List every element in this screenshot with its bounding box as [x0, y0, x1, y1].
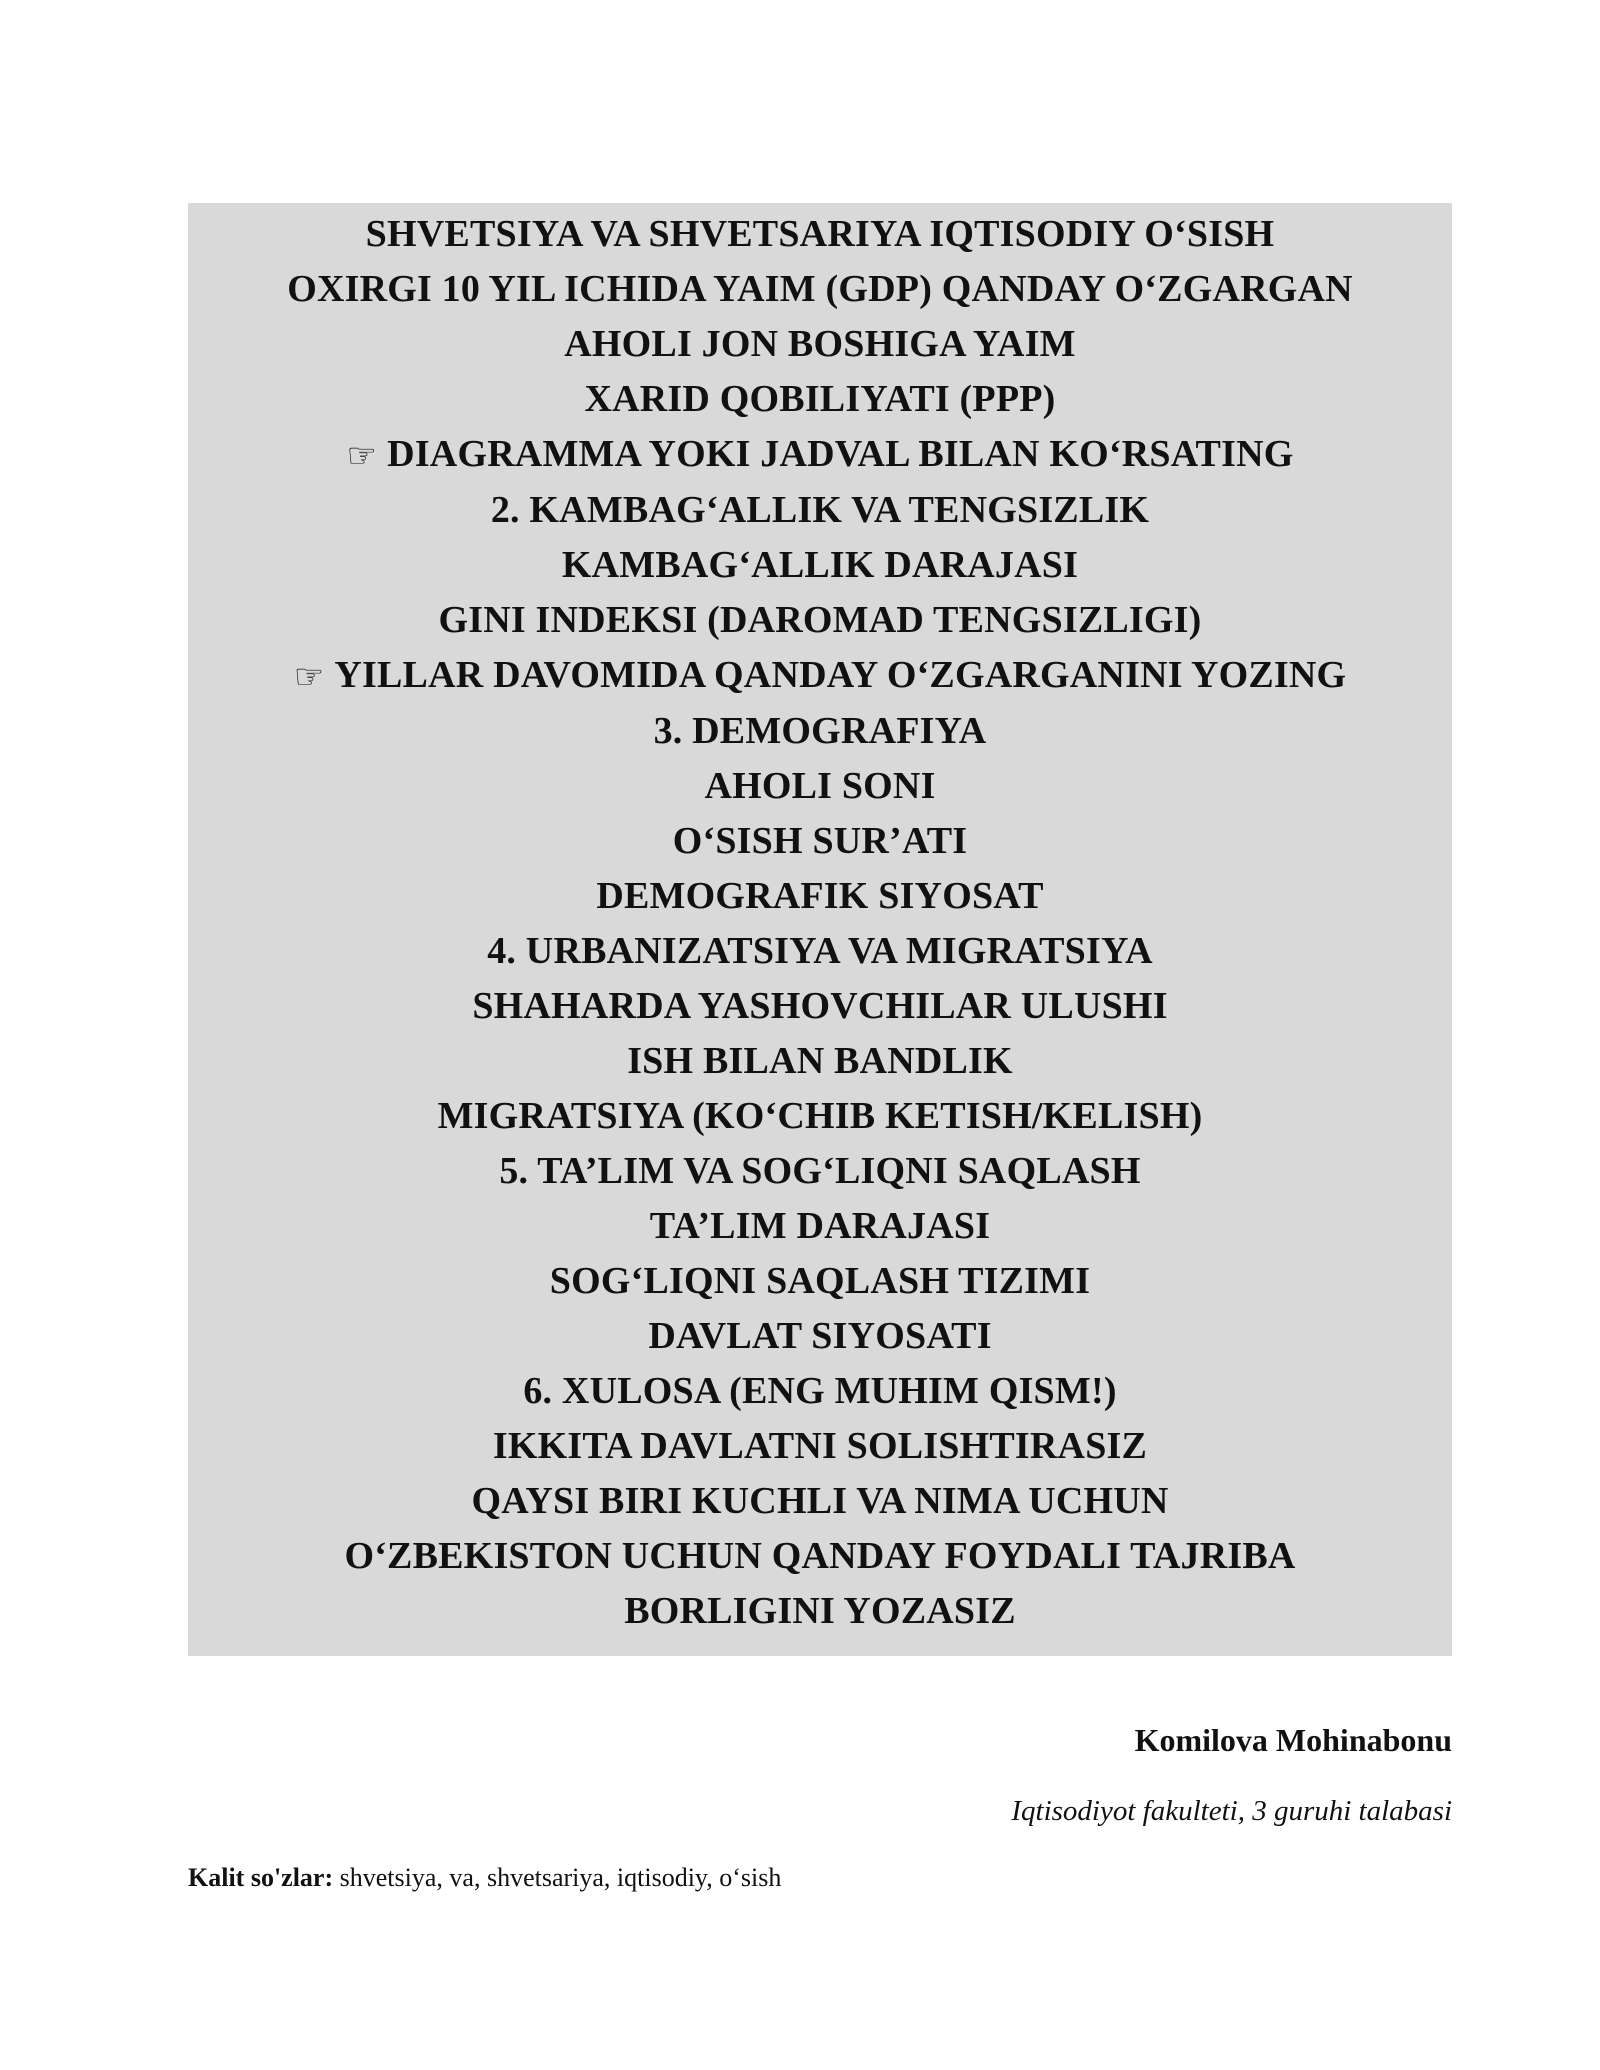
- keywords-value: shvetsiya, va, shvetsariya, iqtisodiy, o‘sish: [333, 1863, 782, 1892]
- title-line: [188, 1309, 1452, 1364]
- title-line: [188, 538, 1452, 593]
- title-line-text: 5. TA’LIM VA SOG‘LIQNI SAQLASH: [499, 1150, 1141, 1192]
- title-line: [188, 1089, 1452, 1144]
- title-line: [188, 1474, 1452, 1529]
- title-line-text: O‘SISH SUR’ATI: [672, 820, 968, 862]
- title-line: [188, 1364, 1452, 1419]
- title-line-text: GINI INDEKSI (DAROMAD TENGSIZLIGI): [438, 599, 1202, 641]
- title-line-text: QAYSI BIRI KUCHLI VA NIMA UCHUN: [471, 1480, 1169, 1522]
- title-line: [188, 1254, 1452, 1309]
- title-line-text: O‘ZBEKISTON UCHUN QANDAY FOYDALI TAJRIBA: [344, 1535, 1296, 1577]
- title-line-text: YILLAR DAVOMIDA QANDAY O‘ZGARGANINI YOZING: [334, 654, 1347, 696]
- title-line-text: 3. DEMOGRAFIYA: [653, 710, 987, 752]
- title-line-text: IKKITA DAVLATNI SOLISHTIRASIZ: [492, 1425, 1148, 1467]
- title-line: [188, 372, 1452, 427]
- title-line: [188, 924, 1452, 979]
- pointing-hand-icon: ☞: [293, 657, 325, 697]
- title-line: [188, 317, 1452, 372]
- title-line: [188, 1584, 1452, 1639]
- title-line: [188, 759, 1452, 814]
- title-line-text: 4. URBANIZATSIYA VA MIGRATSIYA: [487, 930, 1153, 972]
- title-line-text: ISH BILAN BANDLIK: [627, 1040, 1013, 1082]
- title-line: [188, 704, 1452, 759]
- author-affiliation: Iqtisodiyot fakulteti, 3 guruhi talabasi: [1011, 1795, 1452, 1827]
- title-line: [188, 207, 1452, 262]
- title-line-text: AHOLI JON BOSHIGA YAIM: [564, 323, 1076, 365]
- title-line-text: DEMOGRAFIK SIYOSAT: [596, 875, 1044, 917]
- title-line: [188, 979, 1452, 1034]
- title-line: [188, 1144, 1452, 1199]
- title-line-text: SHVETSIYA VA SHVETSARIYA IQTISODIY O‘SISH: [365, 213, 1275, 255]
- title-line: [188, 593, 1452, 648]
- title-line-text: SHAHARDA YASHOVCHILAR ULUSHI: [472, 985, 1168, 1027]
- title-line-text: AHOLI SONI: [704, 765, 936, 807]
- author-name: Komilova Mohinabonu: [1134, 1722, 1452, 1758]
- pointing-hand-icon: ☞: [346, 436, 378, 476]
- title-line: [188, 869, 1452, 924]
- title-line: [188, 1199, 1452, 1254]
- title-line: [188, 427, 1452, 483]
- title-line-text: XARID QOBILIYATI (PPP): [584, 378, 1056, 420]
- title-line: [188, 1529, 1452, 1584]
- title-line: [188, 483, 1452, 538]
- title-line: [188, 648, 1452, 704]
- title-line-text: DAVLAT SIYOSATI: [648, 1315, 992, 1357]
- title-line-text: BORLIGINI YOZASIZ: [624, 1590, 1016, 1632]
- keywords-label: Kalit so'zlar:: [188, 1863, 334, 1892]
- title-line-text: OXIRGI 10 YIL ICHIDA YAIM (GDP) QANDAY O‘ZGARGAN: [287, 268, 1353, 310]
- title-line-text: SOG‘LIQNI SAQLASH TIZIMI: [549, 1260, 1091, 1302]
- title-line-text: KAMBAG‘ALLIK DARAJASI: [561, 544, 1079, 586]
- title-line: [188, 262, 1452, 317]
- title-line-text: 6. XULOSA (ENG MUHIM QISM!): [523, 1370, 1117, 1412]
- title-line: [188, 1034, 1452, 1089]
- title-line: [188, 814, 1452, 869]
- title-line-text: DIAGRAMMA YOKI JADVAL BILAN KO‘RSATING: [387, 433, 1294, 475]
- keywords-line: [188, 1861, 781, 1895]
- title-line-text: 2. KAMBAG‘ALLIK VA TENGSIZLIK: [490, 489, 1150, 531]
- title-line-text: MIGRATSIYA (KO‘CHIB KETISH/KELISH): [437, 1095, 1203, 1137]
- title-line-text: TA’LIM DARAJASI: [649, 1205, 991, 1247]
- title-box: [188, 203, 1452, 1656]
- title-line: [188, 1419, 1452, 1474]
